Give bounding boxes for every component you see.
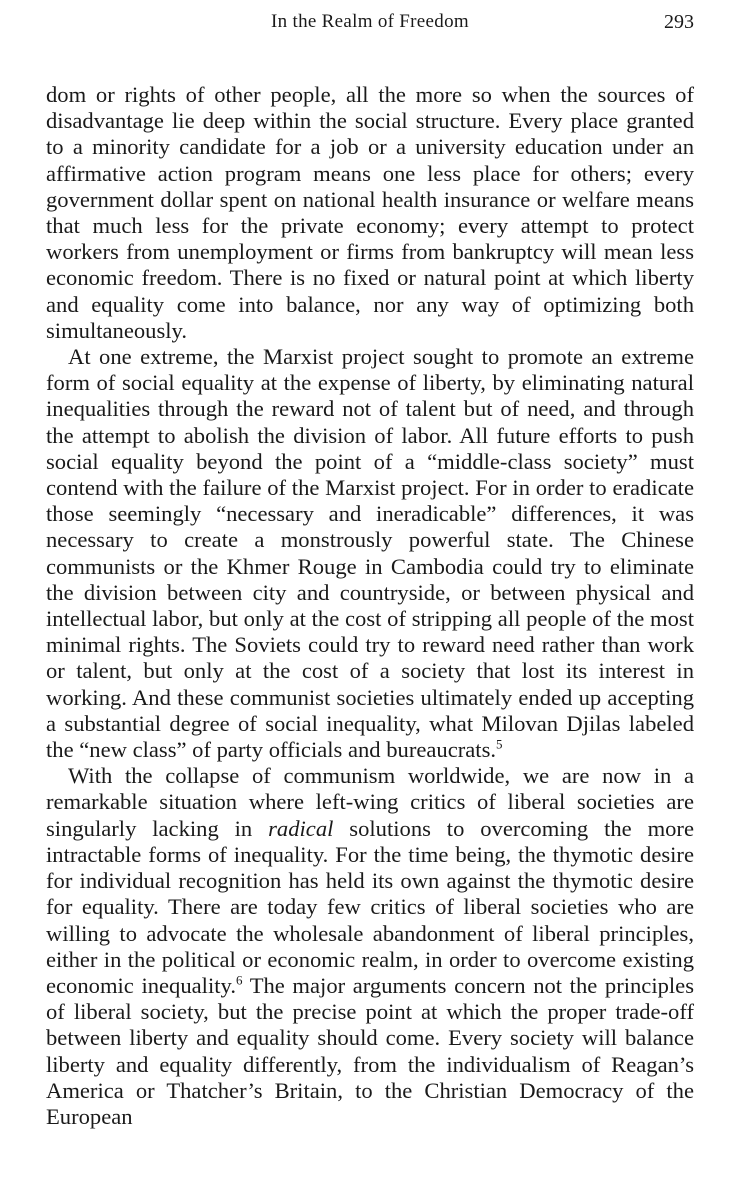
paragraph-text: At one extreme, the Marxist project sought to promote an extreme form of social equality at the expense of liberty, by eliminating natural inequalities through the reward not of talent but of need, and through the attempt to abolish the division of labor. All future efforts to push social equality beyond the point of a “middle-class society” must contend with the failure of the Marxist project. For in order to eradicate those seemingly “necessary and ineradicable” differences, it was necessary to create a monstrously powerful state. The Chinese communists or the Khmer Rouge in Cambodia could try to eliminate the division between city and countryside, or between physical and intellectual labor, but only at the cost of stripping all people of the most minimal rights. The Soviets could try to reward need rather than work or talent, but only at the cost of a society that lost its interest in working. And these communist societies ultimately ended up accepting a substantial degree of social inequality, what Milovan Djilas labeled the “new class” of party officials and bureaucrats. [46,344,694,763]
paragraph-collapse-of-communism [46,763,694,1130]
paragraph-text-before: With the collapse of communism worldwide, we are now in a remarkable situation where left-wing critics of liberal societies are singularly lacking in [46,763,694,841]
emphasized-word: radical [268,815,334,841]
paragraph-continued [46,82,694,344]
body-text [46,82,694,1130]
paragraph-text: dom or rights of other people, all the more so when the sources of disadvantage lie deep within the social structure. Every place granted to a minority candidate for a job or a university education under an affirmative action program means one less place for others; every government dollar spent on national health insurance or welfare means that much less for the private economy; every attempt to protect workers from unemployment or firms from bankruptcy will mean less economic freedom. There is no fixed or natural point at which liberty and equality come into balance, nor any way of optimizing both simultaneously. [46,82,694,343]
paragraph-marxist-project [46,344,694,763]
paragraph-text-after: solutions to overcoming the more intractable forms of inequality. For the time being, the thymotic desire for individual recognition has held its own against the thymotic desire for equality. There are today few critics of liberal societies who are willing to advocate the wholesale abandonment of liberal principles, either in the political or economic realm, in order to overcome existing economic inequality. [46,815,694,998]
footnote-marker[interactable]: 6 [235,972,243,988]
footnote-marker[interactable]: 5 [496,736,503,752]
paragraph-text-continuation: The major arguments concern not the principles of liberal society, but the precise point at which the proper trade-off between liberty and equality should come. Every society will balance liberty and equality differently, from the individualism of Reagan’s America or Thatcher’s Britain, to the Christian Democracy of the European [46,972,694,1129]
running-header [46,0,694,40]
running-title: In the Realm of Freedom [271,11,469,32]
book-page [46,0,694,1130]
page-number: 293 [664,11,694,33]
